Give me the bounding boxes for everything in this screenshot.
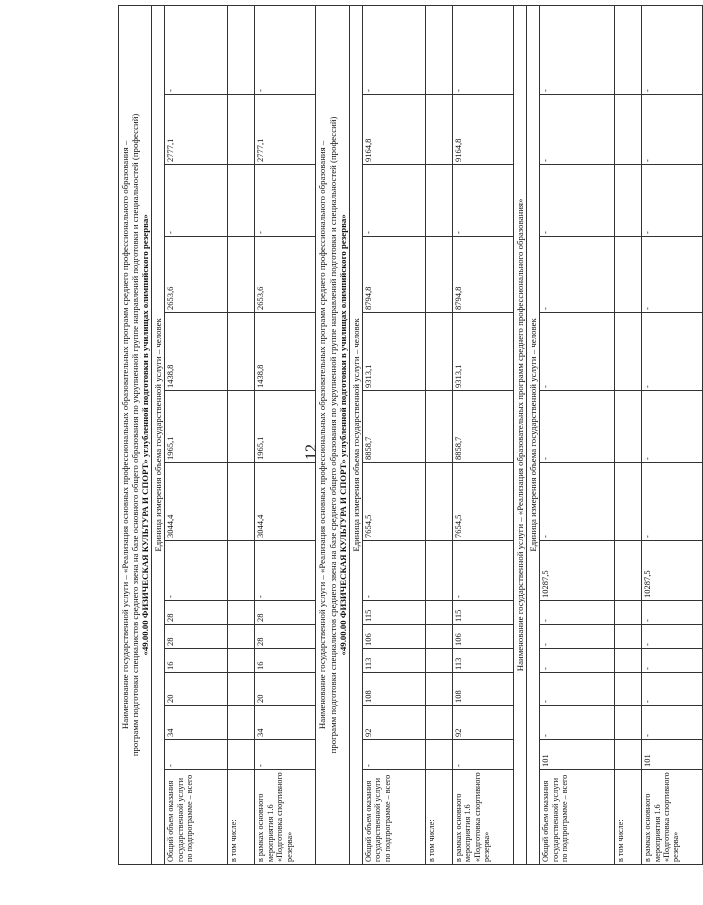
table-cell [615, 541, 642, 601]
table-cell [615, 706, 642, 740]
table-cell [615, 601, 642, 625]
table-cell: 2777,1 [255, 95, 316, 165]
table-cell: 7654,5 [452, 463, 513, 541]
table-cell [425, 625, 452, 649]
rotated-page [118, 30, 681, 865]
section-title-line: программ подготовки специалистов среднего звена на базе среднего общего образования по укрупненной группе направлений подготовки и специальностей (профессий) [327, 116, 338, 754]
table-cell: 8858,7 [452, 391, 513, 463]
table-cell: - [540, 391, 615, 463]
table-cell: 8858,7 [362, 391, 425, 463]
table-cell [228, 649, 255, 673]
table-cell: 16 [255, 649, 316, 673]
table-cell: - [165, 165, 228, 237]
table-cell: - [452, 740, 513, 770]
table-cell: 115 [362, 601, 425, 625]
table-cell: 108 [452, 673, 513, 706]
table-cell: - [540, 95, 615, 165]
table-cell: - [540, 5, 615, 94]
table-cell: - [540, 165, 615, 237]
unit-label: Единица измерения объема государственной услуги – человек [526, 5, 539, 864]
table-cell: - [255, 740, 316, 770]
table-cell [228, 165, 255, 237]
table-cell: 9313,1 [362, 313, 425, 391]
table-cell: 1965,1 [255, 391, 316, 463]
row-label: в том числе: [425, 770, 452, 865]
table-cell: 8794,8 [362, 237, 425, 313]
table-cell: - [642, 601, 703, 625]
section-title-line: программ подготовки специалистов среднего звена на базе основного общего образования по укрупненной группе направлений подготовки и специальностей (профессий) [130, 113, 141, 757]
table-cell [425, 237, 452, 313]
table-cell: 2653,6 [165, 237, 228, 313]
section-title-line: Наименование государственной услуги – «Реализация основных профессиональных образовательных программ среднего профессионального образования – [317, 140, 328, 730]
table-cell: - [165, 5, 228, 94]
table-cell [425, 740, 452, 770]
table-cell [228, 5, 255, 94]
row-label: в рамках основного мероприятия 1.6 «Подготовка спортивного резерва» [642, 770, 703, 865]
table-cell: 9164,8 [452, 95, 513, 165]
table-cell: 106 [452, 625, 513, 649]
table-cell: 113 [452, 649, 513, 673]
table-cell [615, 5, 642, 94]
table-cell: 8794,8 [452, 237, 513, 313]
table-cell: - [642, 237, 703, 313]
table-row [615, 5, 642, 864]
table-cell: - [540, 649, 615, 673]
table-cell [228, 95, 255, 165]
table-cell: 106 [362, 625, 425, 649]
table-cell [228, 601, 255, 625]
table-cell: - [540, 706, 615, 740]
section-title-line: «49.00.00 ФИЗИЧЕСКАЯ КУЛЬТУРА И СПОРТ» углубленной подготовки в училищах олимпийского резерва» [140, 214, 151, 656]
section-title [513, 5, 526, 864]
table-cell: 1965,1 [165, 391, 228, 463]
table-row [228, 5, 255, 864]
page-number: 12 [303, 444, 320, 460]
table-cell: - [540, 625, 615, 649]
table-cell: - [255, 5, 316, 94]
table-cell [425, 541, 452, 601]
table-cell [228, 237, 255, 313]
table-cell [615, 649, 642, 673]
table-cell: 92 [362, 706, 425, 740]
table-row [165, 5, 228, 864]
table-cell: - [642, 649, 703, 673]
unit-label: Единица измерения объема государственной услуги – человек [152, 5, 165, 864]
table-cell [615, 673, 642, 706]
row-label: в том числе: [228, 770, 255, 865]
row-label: в рамках основного мероприятия 1.6 «Подготовка спортивного резерва» [255, 770, 316, 865]
table-cell: - [540, 673, 615, 706]
table-cell [615, 391, 642, 463]
table-cell: - [642, 5, 703, 94]
table-cell: - [540, 313, 615, 391]
section-title-line: Наименование государственной услуги – «Реализация образовательных программ среднего профессионального образования» [514, 198, 525, 672]
table-row [425, 5, 452, 864]
table-cell: - [642, 313, 703, 391]
table-cell [425, 313, 452, 391]
row-label: Общий объем оказания государственной услуги по подпрограмме – всего [362, 770, 425, 865]
table-cell: - [642, 95, 703, 165]
table-cell: 28 [255, 601, 316, 625]
table-cell: - [642, 625, 703, 649]
table-cell: 1438,8 [255, 313, 316, 391]
table-cell: - [362, 165, 425, 237]
table-cell [425, 165, 452, 237]
volume-table [118, 5, 703, 865]
table-cell: - [255, 165, 316, 237]
table-cell: - [362, 5, 425, 94]
table-cell: - [642, 673, 703, 706]
table-cell: 2777,1 [165, 95, 228, 165]
table-cell [615, 463, 642, 541]
table-cell: - [362, 740, 425, 770]
table-cell: 9313,1 [452, 313, 513, 391]
table-cell [425, 601, 452, 625]
table-cell: 34 [255, 706, 316, 740]
table-cell [228, 541, 255, 601]
table-cell: - [362, 541, 425, 601]
table-row [540, 5, 615, 864]
table-cell [228, 740, 255, 770]
table-cell: 9164,8 [362, 95, 425, 165]
table-row [452, 5, 513, 864]
table-cell [615, 313, 642, 391]
table-cell: - [642, 463, 703, 541]
table-cell: 92 [452, 706, 513, 740]
table-cell [425, 673, 452, 706]
section-title-line: «49.00.00 ФИЗИЧЕСКАЯ КУЛЬТУРА И СПОРТ» углубленной подготовки в училищах олимпийского резерва» [337, 214, 348, 656]
table-cell: 34 [165, 706, 228, 740]
row-label: в том числе: [615, 770, 642, 865]
table-cell: 2653,6 [255, 237, 316, 313]
table-cell: 1438,8 [165, 313, 228, 391]
table-cell: - [540, 237, 615, 313]
table-cell: 16 [165, 649, 228, 673]
table-cell: 108 [362, 673, 425, 706]
table-cell: 28 [255, 625, 316, 649]
table-cell [425, 706, 452, 740]
table-cell: 101 [642, 740, 703, 770]
table-cell [425, 649, 452, 673]
table-cell [228, 313, 255, 391]
table-cell: 20 [255, 673, 316, 706]
table-cell: 7654,5 [362, 463, 425, 541]
table-cell [425, 463, 452, 541]
section-title-line: Наименование государственной услуги – «Реализация основных профессиональных образовательных программ среднего профессионального образования – [120, 140, 130, 730]
table-cell: - [452, 165, 513, 237]
table-cell: 28 [165, 625, 228, 649]
table-cell [615, 237, 642, 313]
row-label: Общий объем оказания государственной услуги по подпрограмме – всего [165, 770, 228, 865]
table-cell [228, 673, 255, 706]
table-cell: - [165, 541, 228, 601]
table-row [362, 5, 425, 864]
table-cell [228, 463, 255, 541]
table-cell: 3044,4 [255, 463, 316, 541]
table-cell: - [540, 601, 615, 625]
table-cell [425, 391, 452, 463]
table-cell: 10287,5 [540, 541, 615, 601]
table-cell: 28 [165, 601, 228, 625]
table-row [642, 5, 703, 864]
table-cell [228, 391, 255, 463]
table-cell: - [642, 391, 703, 463]
section-title [316, 5, 349, 864]
table-cell: 3044,4 [165, 463, 228, 541]
table-cell: 113 [362, 649, 425, 673]
table-cell [228, 625, 255, 649]
table-cell: 115 [452, 601, 513, 625]
table-cell [425, 5, 452, 94]
table-cell [425, 95, 452, 165]
row-label: Общий объем оказания государственной услуги по подпрограмме – всего [540, 770, 615, 865]
row-label: в рамках основного мероприятия 1.6 «Подготовка спортивного резерва» [452, 770, 513, 865]
table-cell [615, 95, 642, 165]
table-cell [615, 165, 642, 237]
table-row [255, 5, 316, 864]
table-cell: 20 [165, 673, 228, 706]
table-cell: - [165, 740, 228, 770]
table-cell: - [642, 706, 703, 740]
table-cell: - [255, 541, 316, 601]
unit-label: Единица измерения объема государственной услуги – человек [349, 5, 362, 864]
table-cell: - [452, 5, 513, 94]
table-cell: - [452, 541, 513, 601]
table-cell [228, 706, 255, 740]
table-cell: - [642, 165, 703, 237]
table-cell: - [540, 463, 615, 541]
table-cell [615, 625, 642, 649]
table-cell [615, 740, 642, 770]
table-cell: 101 [540, 740, 615, 770]
table-cell: 10287,5 [642, 541, 703, 601]
section-title [119, 5, 152, 864]
